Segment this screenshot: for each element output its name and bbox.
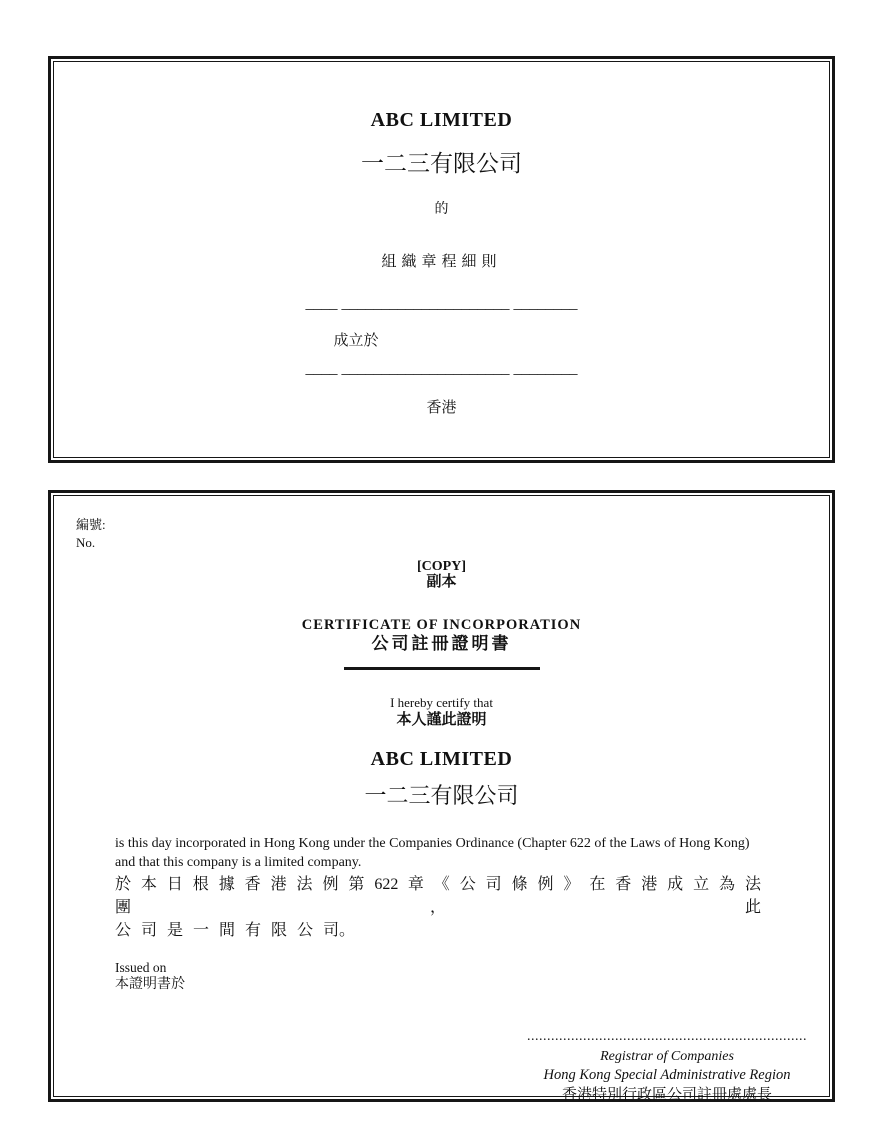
of-label: 的 [434,202,449,217]
company-name-chinese: 一二三有限公司 [361,151,522,176]
company-name-chinese: 一二三有限公司 [364,783,519,809]
issued-on-english: Issued on [115,959,167,975]
company-name-english: ABC LIMITED [370,748,513,771]
copy-tag-english: [COPY] [417,559,466,575]
articles-cover-content [53,61,830,458]
articles-cover-box [48,56,835,463]
number-label-chinese: 編號: [76,517,106,532]
signature-dotted-line: ...................................................................... [527,1030,807,1045]
certify-statement-english: I hereby certify that [390,695,493,711]
incorporation-statement-chinese-line2: 公 司 是 一 間 有 限 公 司。 [115,922,356,940]
registrar-title-english: Registrar of Companies [600,1049,734,1065]
title-divider-line [344,667,540,670]
registrar-region-english: Hong Kong Special Administrative Region [543,1067,791,1084]
fill-in-line-1: ____ _____________________ ________ [305,295,578,312]
incorporation-statement-chinese-line1: 於 本 日 根 據 香 港 法 例 第 622 章 《 公 司 條 例 》 在 香 港 成 立 為 法 團 ， 此 [115,875,761,917]
copy-tag-chinese: 副本 [426,574,457,591]
certificate-content [53,495,830,1104]
incorporation-body [115,835,761,942]
certificate-title-english: CERTIFICATE OF INCORPORATION [301,616,582,633]
incorporation-statement-english: is this day incorporated in Hong Kong under the Companies Ordinance (Chapter 622 of the Laws of Hong Kong) and that this company is a limited company. [115,836,750,871]
issued-on-block [115,959,829,995]
certificate-number-block [54,516,829,551]
incorporated-in-row [308,334,576,349]
certify-statement-chinese: 本人謹此證明 [396,712,487,729]
place-label: 香港 [426,400,457,416]
certificate-title-chinese: 公司註冊證明書 [371,633,512,653]
articles-title: 組織章程細則 [381,254,502,270]
registrar-signature-block [517,1030,817,1105]
certificate-box [48,490,835,1102]
number-label-english: No. [76,534,96,550]
registrar-title-chinese: 香港特別行政區公司註冊處處長 [561,1087,772,1104]
incorporated-in-label: 成立於 [333,333,379,349]
issued-on-chinese: 本證明書於 [115,977,185,993]
company-name-english: ABC LIMITED [370,109,513,131]
fill-in-line-2: ____ _____________________ ________ [305,360,578,377]
